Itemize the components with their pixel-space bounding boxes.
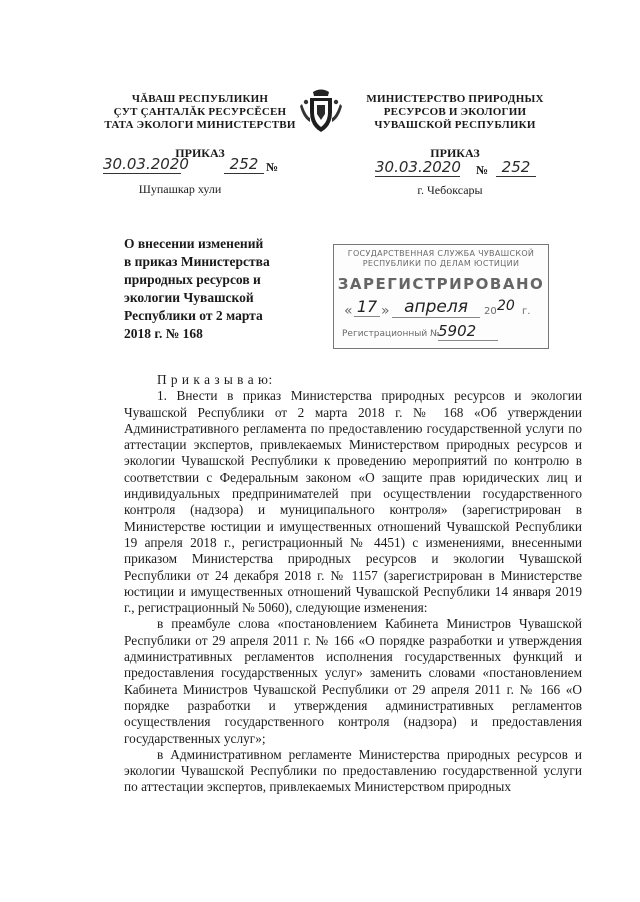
city-chuvash: Шупашкар хули bbox=[138, 182, 222, 196]
registration-stamp bbox=[333, 244, 549, 349]
number-sign-chuvash: № bbox=[266, 160, 279, 174]
stamp-date-row bbox=[334, 297, 548, 323]
ministry-name-russian-line3: ЧУВАШСКОЙ РЕСПУБЛИКИ bbox=[374, 119, 536, 131]
stamp-month: апреля bbox=[392, 297, 480, 318]
order-date-russian: 30.03.2020 bbox=[375, 158, 461, 176]
stamp-registration-label: Регистрационный № bbox=[342, 329, 440, 339]
order-date-chuvash: 30.03.2020 bbox=[103, 155, 189, 173]
stamp-authority-line2: РЕСПУБЛИКИ ПО ДЕЛАМ ЮСТИЦИИ bbox=[362, 259, 520, 268]
stamp-registration-row bbox=[334, 323, 548, 343]
order-heading-russian: ПРИКАЗ bbox=[430, 146, 480, 160]
order-subject-line: Республики от 2 марта bbox=[124, 308, 263, 323]
order-item-1: 1. Внести в приказ Министерства природных ресурсов и экологии Чувашской Республики от 2 марта 2018 г. № 168 «Об утверждении Административного регламента по предоставлению государственной услуги по аттестации экспертов, привлекаемых Министерством природных ресурсов и экологии Чувашской Республики к проведению мероприятий по контролю в соответствии с Федеральным законом «О защите прав юридических лиц и индивидуальных предпринимателей при осуществлении государственного контроля (надзора) и муниципального контроля» (зарегистрирован в Министерстве юстиции и имущественных отношений Чувашской Республики 19 апреля 2018 г., регистрационный № 4451) с изменениями, внесенными приказом Министерства природных ресурсов и экологии Чувашской Республики от 24 декабря 2018 г. № 1157 (зарегистрирован в Министерстве юстиции и имущественных отношений Чувашской Республики 14 января 2019 г., регистрационный № 5060), следующие изменения: bbox=[124, 388, 582, 616]
order-item-preamble-change: в преамбуле слова «постановлением Кабинета Министров Чувашской Республики от 29 апреля 2011 г. № 166 «О порядке разработки и утверждения административных регламентов исполнения государственных функций и предоставления государственных услуг» заменить словами «постановлением Кабинета Министров Чувашской Республики от 29 апреля 2011 г. № 166 «О порядке разработки и утверждения административных регламентов осуществления государственного контроля (надзора) и предоставления государственных услуг»; bbox=[124, 616, 582, 746]
ministry-name-russian-line1: МИНИСТЕРСТВО ПРИРОДНЫХ bbox=[366, 93, 544, 105]
ministry-name-chuvash-line2: ÇУТ ÇАНТАЛĂК РЕСУРСĔСЕН bbox=[113, 106, 287, 118]
ministry-name-russian-line2: РЕСУРСОВ И ЭКОЛОГИИ bbox=[383, 106, 527, 118]
stamp-registered-title: ЗАРЕГИСТРИРОВАНО bbox=[337, 275, 545, 293]
ministry-name-chuvash-line1: ЧĂВАШ РЕСПУБЛИКИН bbox=[131, 93, 269, 105]
number-sign-russian: № bbox=[476, 163, 489, 177]
stamp-registration-number: 5902 bbox=[438, 322, 498, 341]
order-heading-chuvash: ПРИКАЗ bbox=[175, 146, 225, 160]
stamp-day: 17 bbox=[354, 297, 380, 317]
stamp-quote-close: » bbox=[381, 303, 390, 319]
order-subject-line: экологии Чувашской bbox=[124, 290, 254, 305]
stamp-year-label: г. bbox=[522, 306, 531, 317]
city-russian: г. Чебоксары bbox=[417, 183, 483, 197]
order-subject-line: 2018 г. № 168 bbox=[124, 326, 203, 341]
order-number-russian: 252 bbox=[496, 158, 536, 177]
order-subject-line: О внесении изменений bbox=[124, 236, 264, 251]
order-subject-line: в приказ Министерства bbox=[124, 254, 270, 269]
stamp-year-suffix: 20 bbox=[497, 298, 515, 314]
order-number-chuvash: 252 bbox=[224, 155, 264, 174]
stamp-authority-line1: ГОСУДАРСТВЕННАЯ СЛУЖБА ЧУВАШСКОЙ bbox=[347, 249, 535, 258]
ministry-name-chuvash bbox=[95, 93, 305, 132]
order-subject-line: природных ресурсов и bbox=[124, 272, 261, 287]
order-opening: П р и к а з ы в а ю: bbox=[157, 372, 273, 387]
ministry-name-chuvash-line3: ТАТА ЭКОЛОГИ МИНИСТЕРСТВИ bbox=[104, 119, 296, 131]
stamp-year-prefix: 20 bbox=[484, 306, 497, 317]
ministry-name-russian bbox=[355, 93, 555, 132]
coat-of-arms-emblem bbox=[298, 86, 344, 134]
order-body bbox=[124, 372, 582, 796]
order-subject bbox=[124, 235, 304, 343]
stamp-quote-open: « bbox=[344, 303, 353, 319]
order-item-regulation-change: в Административном регламенте Министерства природных ресурсов и экологии Чувашской Республики по предоставлению государственной услуги по аттестации экспертов, привлекаемых Министерством природных bbox=[124, 746, 582, 795]
